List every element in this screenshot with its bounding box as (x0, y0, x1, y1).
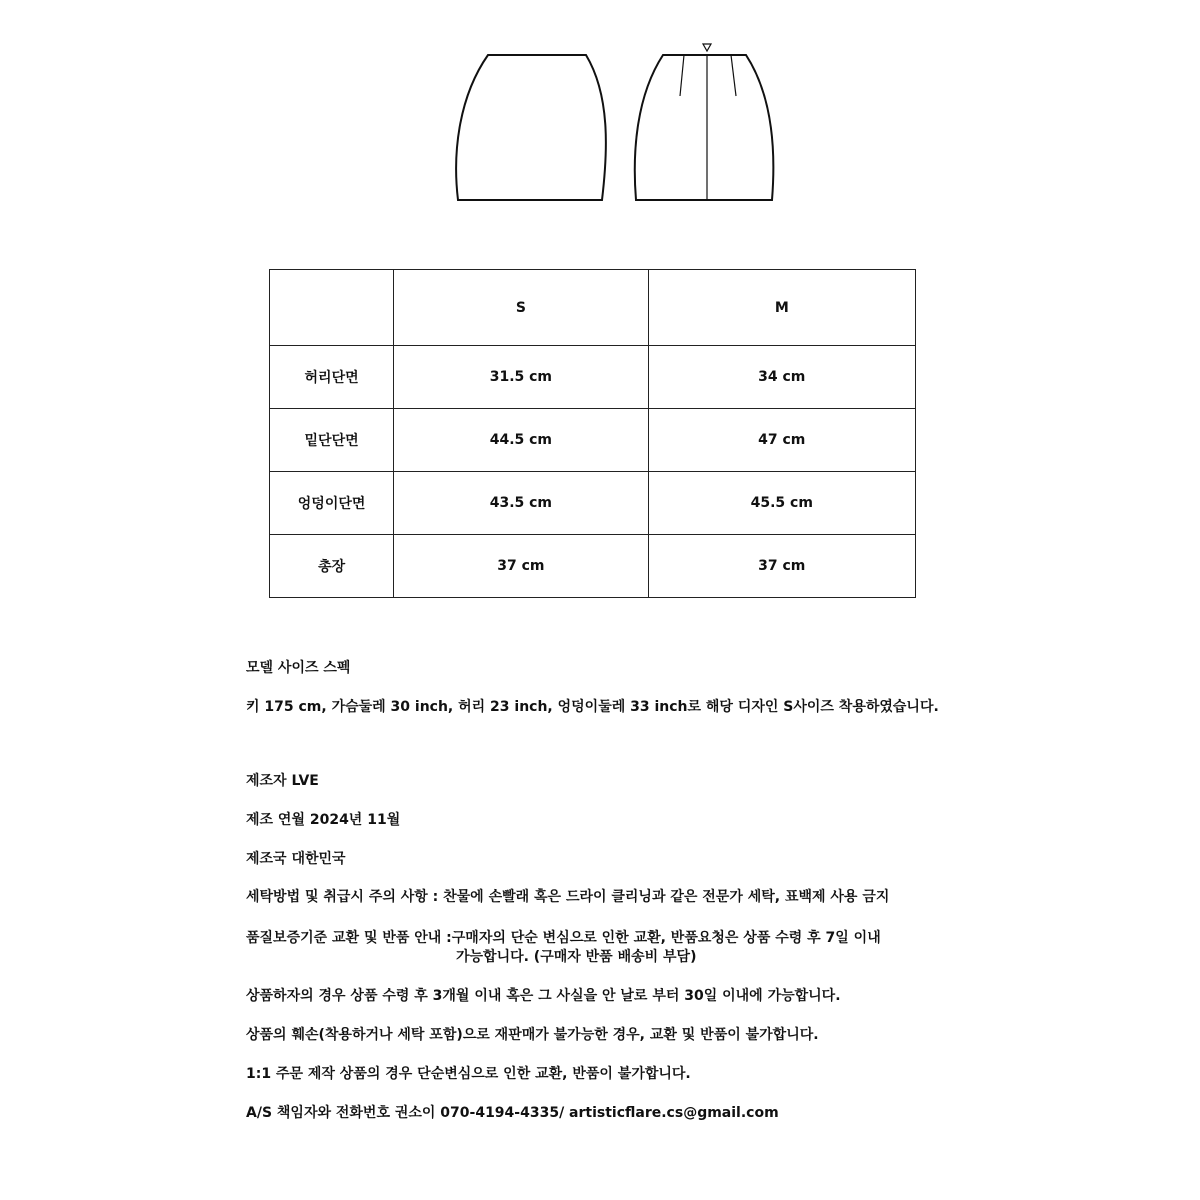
table-row (270, 535, 916, 598)
size-m-value: 45.5 cm (648, 472, 915, 535)
size-m-value: 37 cm (648, 535, 915, 598)
size-chart-table (269, 269, 916, 598)
skirt-flat-sketch (0, 0, 1200, 260)
table-row (270, 409, 916, 472)
table-row (270, 346, 916, 409)
country-line: 제조국 대한민국 (246, 851, 346, 867)
table-header-row (270, 270, 916, 346)
zipper-pull-icon (703, 44, 711, 51)
row-label: 허리단면 (270, 346, 394, 409)
row-label: 총장 (270, 535, 394, 598)
model-spec-title: 모델 사이즈 스펙 (246, 660, 351, 676)
size-s-value: 37 cm (394, 535, 648, 598)
custom-order-policy-line: 1:1 주문 제작 상품의 경우 단순변심으로 인한 교환, 반품이 불가합니다. (246, 1066, 691, 1082)
size-m-value: 34 cm (648, 346, 915, 409)
size-s-value: 43.5 cm (394, 472, 648, 535)
row-label: 밑단단면 (270, 409, 394, 472)
header-size-m: M (648, 270, 915, 346)
damage-policy-line: 상품의 훼손(착용하거나 세탁 포함)으로 재판매가 불가능한 경우, 교환 및 반품이 불가합니다. (246, 1027, 819, 1043)
row-label: 엉덩이단면 (270, 472, 394, 535)
header-empty-cell (270, 270, 394, 346)
skirt-back-view (635, 44, 774, 200)
size-m-value: 47 cm (648, 409, 915, 472)
quality-guarantee-line-2: 가능합니다. (구매자 반품 배송비 부담) (456, 949, 697, 965)
size-s-value: 31.5 cm (394, 346, 648, 409)
quality-guarantee-block (246, 929, 1146, 967)
manufacturer-line: 제조자 LVE (246, 773, 319, 789)
skirt-front-view (456, 55, 606, 200)
defect-policy-line: 상품하자의 경우 상품 수령 후 3개월 이내 혹은 그 사실을 안 날로 부터 30일 이내에 가능합니다. (246, 988, 841, 1004)
care-instructions-line: 세탁방법 및 취급시 주의 사항 : 찬물에 손빨래 혹은 드라이 클리닝과 같은 전문가 세탁, 표백제 사용 금지 (246, 889, 890, 905)
model-spec-detail: 키 175 cm, 가슴둘레 30 inch, 허리 23 inch, 엉덩이둘레 33 inch로 해당 디자인 S사이즈 착용하였습니다. (246, 699, 939, 715)
quality-guarantee-line-1: 품질보증기준 교환 및 반품 안내 :구매자의 단순 변심으로 인한 교환, 반품요청은 상품 수령 후 7일 이내 (246, 930, 881, 946)
manufacture-date-line: 제조 연월 2024년 11월 (246, 812, 401, 828)
size-s-value: 44.5 cm (394, 409, 648, 472)
header-size-s: S (394, 270, 648, 346)
as-contact-line: A/S 책임자와 전화번호 권소이 070-4194-4335/ artisticflare.cs@gmail.com (246, 1105, 779, 1121)
table-row (270, 472, 916, 535)
